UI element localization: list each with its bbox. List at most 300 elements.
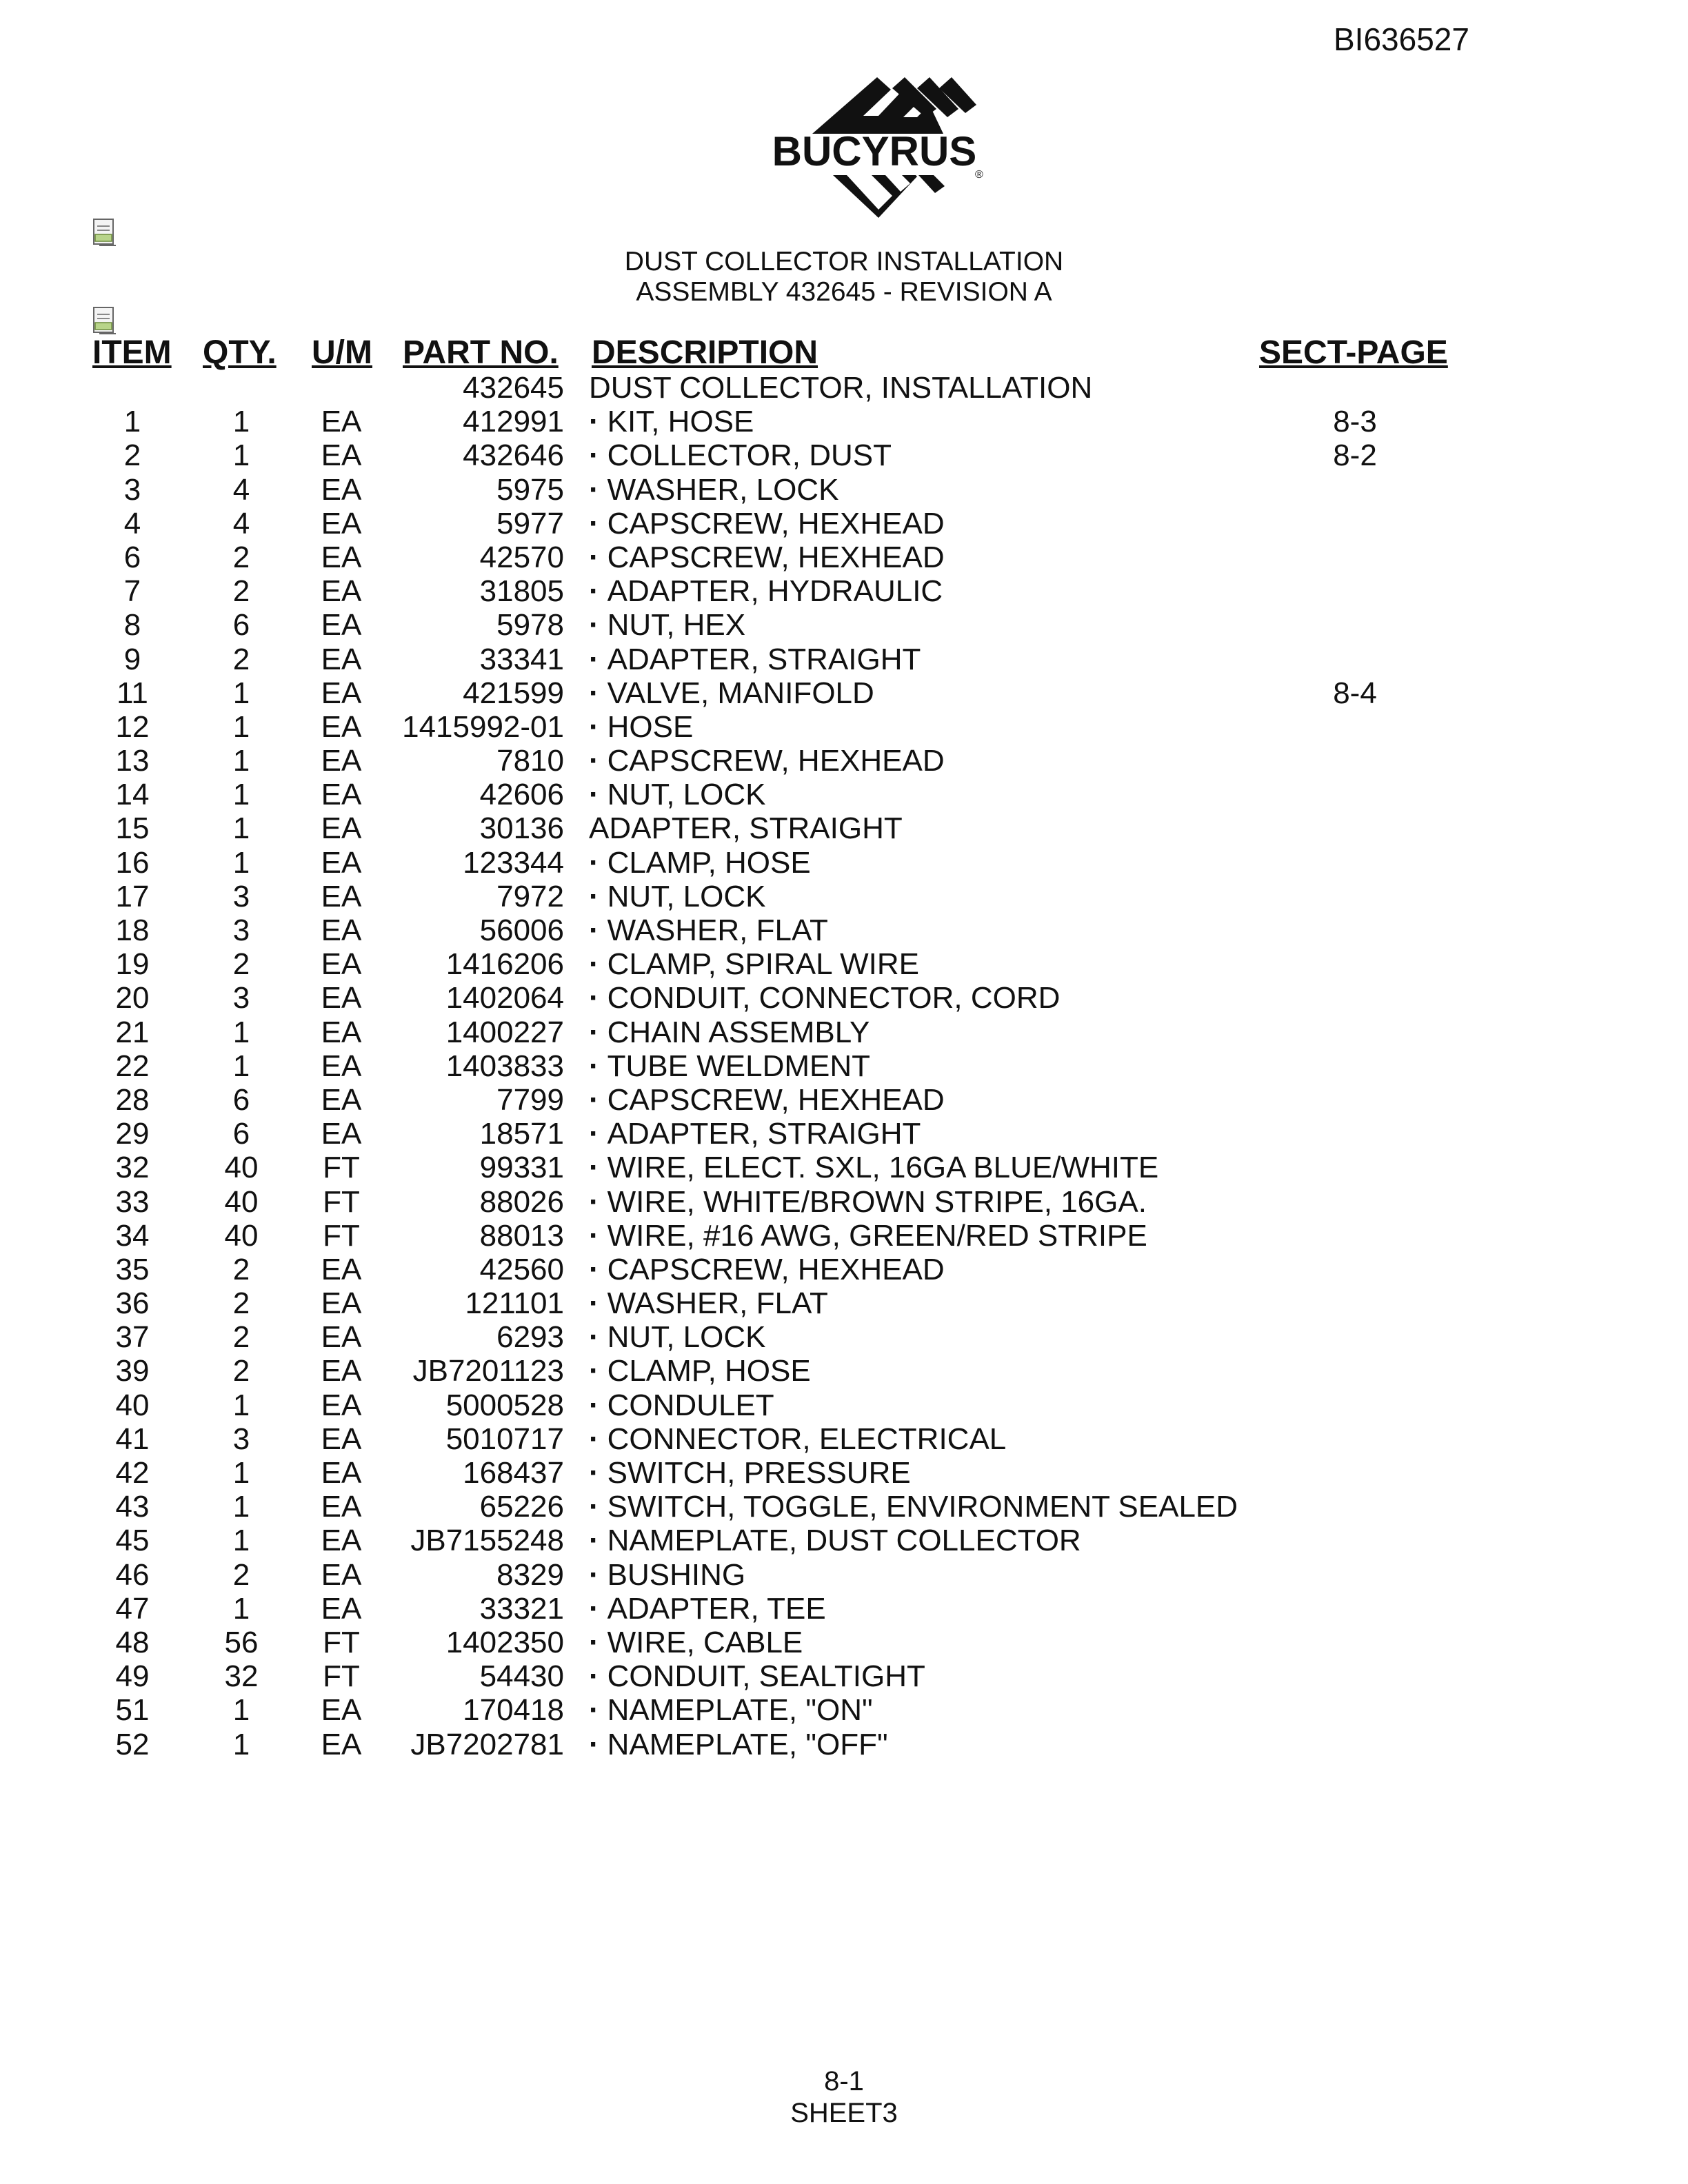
item-cell: 14: [115, 778, 150, 812]
um-cell: EA: [321, 506, 362, 540]
description-cell: [589, 676, 1278, 710]
description-cell: [589, 778, 1278, 811]
qty-cell: 1: [232, 1049, 250, 1083]
page-number: 8-1: [824, 2066, 864, 2096]
description-cell: [589, 1015, 1278, 1049]
table-row: [0, 947, 1688, 981]
item-cell: 9: [123, 642, 141, 676]
table-row: [0, 1592, 1688, 1626]
description-text: CLAMP, HOSE: [607, 1354, 811, 1388]
table-row: [0, 846, 1688, 880]
description-cell: [589, 438, 1278, 472]
qty-cell: 1: [232, 709, 250, 744]
indent-bullet: ·: [589, 744, 599, 778]
um-cell: EA: [321, 676, 362, 710]
um-cell: EA: [321, 1117, 362, 1151]
indent-bullet: ·: [589, 506, 599, 540]
qty-cell: 1: [232, 405, 250, 439]
table-row: [0, 1151, 1688, 1184]
qty-cell: 3: [232, 981, 250, 1015]
title-line-2: ASSEMBLY 432645 - REVISION A: [636, 277, 1052, 307]
qty-cell: 2: [232, 1354, 250, 1388]
description-text: VALVE, MANIFOLD: [607, 676, 874, 710]
table-row: [0, 507, 1688, 540]
qty-cell: 2: [232, 1320, 250, 1355]
description-text: CHAIN ASSEMBLY: [607, 1015, 870, 1049]
parts-list: [0, 371, 1688, 1761]
table-row: [0, 811, 1688, 845]
description-text: CLAMP, SPIRAL WIRE: [607, 947, 920, 982]
description-text: NUT, HEX: [607, 608, 746, 643]
description-cell: [589, 811, 1278, 845]
indent-bullet: ·: [589, 1625, 599, 1659]
indent-bullet: ·: [589, 1693, 599, 1728]
description-text: CAPSCREW, HEXHEAD: [607, 744, 945, 778]
part-number-cell: JB7201123: [412, 1354, 564, 1388]
sect-page-cell: 8-2: [1333, 438, 1377, 473]
indent-bullet: ·: [589, 438, 599, 473]
part-number-cell: 432645: [463, 371, 564, 405]
part-number-cell: 5978: [496, 608, 564, 643]
part-number-cell: 168437: [463, 1456, 564, 1490]
um-cell: EA: [321, 845, 362, 880]
title-line-1: DUST COLLECTOR INSTALLATION: [624, 247, 1064, 276]
sect-page-cell: 8-4: [1333, 676, 1377, 710]
um-cell: EA: [321, 1490, 362, 1524]
table-row: [0, 1049, 1688, 1083]
part-number-cell: 1402350: [445, 1625, 564, 1659]
table-row: [0, 1286, 1688, 1320]
indent-bullet: ·: [589, 1456, 599, 1490]
document-title: [0, 247, 1688, 307]
part-number-cell: 1400227: [445, 1015, 564, 1049]
item-cell: 22: [115, 1049, 150, 1083]
description-text: HOSE: [607, 709, 694, 744]
description-text: WASHER, FLAT: [607, 1286, 828, 1321]
um-cell: EA: [321, 1252, 362, 1286]
qty-cell: 40: [224, 1184, 259, 1219]
indent-bullet: ·: [589, 778, 599, 812]
um-cell: FT: [323, 1151, 360, 1185]
part-number-cell: 170418: [463, 1693, 564, 1728]
part-number-cell: 42560: [479, 1252, 564, 1286]
description-cell: [589, 710, 1278, 744]
qty-cell: 2: [232, 540, 250, 574]
indent-bullet: ·: [589, 1082, 599, 1117]
description-text: NUT, LOCK: [607, 778, 766, 812]
part-number-cell: 1415992-01: [402, 709, 564, 744]
description-cell: [589, 473, 1278, 507]
part-number-cell: 42570: [479, 540, 564, 574]
description-text: CAPSCREW, HEXHEAD: [607, 1082, 945, 1117]
qty-cell: 6: [232, 1082, 250, 1117]
um-cell: FT: [323, 1184, 360, 1219]
item-cell: 40: [115, 1388, 150, 1422]
indent-bullet: ·: [589, 405, 599, 439]
indent-bullet: ·: [589, 1727, 599, 1761]
header-part-no: PART NO.: [403, 334, 559, 371]
um-cell: EA: [321, 709, 362, 744]
part-number-cell: 121101: [465, 1286, 564, 1321]
description-text: SWITCH, TOGGLE, ENVIRONMENT SEALED: [607, 1490, 1238, 1524]
description-cell: [589, 1388, 1278, 1422]
table-row: [0, 405, 1688, 438]
description-cell: [589, 1253, 1278, 1286]
item-cell: 21: [115, 1015, 150, 1049]
description-text: WIRE, #16 AWG, GREEN/RED STRIPE: [607, 1218, 1147, 1253]
part-number-cell: 1403833: [445, 1049, 564, 1083]
um-cell: EA: [321, 1422, 362, 1456]
description-text: WIRE, CABLE: [607, 1625, 803, 1659]
qty-cell: 1: [232, 1490, 250, 1524]
description-text: WASHER, LOCK: [607, 472, 839, 507]
table-row: [0, 744, 1688, 778]
part-number-cell: 8329: [496, 1557, 564, 1592]
item-cell: 47: [115, 1591, 150, 1626]
part-number-cell: 7799: [496, 1082, 564, 1117]
table-row: [0, 1558, 1688, 1592]
description-text: SWITCH, PRESSURE: [607, 1456, 911, 1490]
um-cell: EA: [321, 1727, 362, 1761]
indent-bullet: ·: [589, 879, 599, 913]
part-number-cell: 5975: [496, 472, 564, 507]
item-cell: 41: [115, 1422, 150, 1456]
indent-bullet: ·: [589, 1218, 599, 1253]
um-cell: FT: [323, 1659, 360, 1694]
qty-cell: 1: [232, 1693, 250, 1728]
indent-bullet: ·: [589, 1015, 599, 1049]
document-id: BI636527: [1334, 21, 1469, 57]
um-cell: EA: [321, 913, 362, 947]
part-number-cell: 88026: [479, 1184, 564, 1219]
qty-cell: 3: [232, 1422, 250, 1456]
part-number-cell: 54430: [479, 1659, 564, 1694]
part-number-cell: 1402064: [445, 981, 564, 1015]
description-cell: [589, 1151, 1278, 1184]
indent-bullet: ·: [589, 1354, 599, 1388]
part-number-cell: 31805: [479, 574, 564, 609]
um-cell: EA: [321, 472, 362, 507]
description-text: WIRE, WHITE/BROWN STRIPE, 16GA.: [607, 1184, 1147, 1219]
um-cell: EA: [321, 1286, 362, 1321]
page-icon[interactable]: [91, 218, 119, 248]
qty-cell: 1: [232, 1524, 250, 1558]
um-cell: EA: [321, 1456, 362, 1490]
description-cell: [589, 1185, 1278, 1219]
qty-cell: 6: [232, 1117, 250, 1151]
indent-bullet: ·: [589, 574, 599, 609]
um-cell: EA: [321, 642, 362, 676]
description-cell: [589, 507, 1278, 540]
qty-cell: 3: [232, 913, 250, 947]
um-cell: EA: [321, 1388, 362, 1422]
item-cell: 19: [115, 947, 150, 982]
item-cell: 12: [115, 709, 150, 744]
indent-bullet: ·: [589, 1320, 599, 1355]
description-text: CAPSCREW, HEXHEAD: [607, 540, 945, 574]
part-number-cell: JB7202781: [410, 1727, 564, 1761]
um-cell: EA: [321, 1049, 362, 1083]
part-number-cell: 432646: [463, 438, 564, 473]
item-cell: 6: [123, 540, 141, 574]
item-cell: 33: [115, 1184, 150, 1219]
table-row: [0, 371, 1688, 405]
indent-bullet: ·: [589, 1659, 599, 1694]
um-cell: EA: [321, 1693, 362, 1728]
table-row: [0, 574, 1688, 608]
um-cell: EA: [321, 778, 362, 812]
table-row: [0, 1083, 1688, 1117]
description-cell: [589, 1728, 1278, 1761]
qty-cell: 1: [232, 1591, 250, 1626]
description-cell: [589, 1626, 1278, 1659]
description-text: NUT, LOCK: [607, 879, 766, 913]
item-cell: 45: [115, 1524, 150, 1558]
description-cell: [589, 1558, 1278, 1592]
um-cell: FT: [323, 1625, 360, 1659]
description-cell: [589, 1524, 1278, 1557]
header-sect-page: SECT-PAGE: [1259, 334, 1448, 371]
qty-cell: 1: [232, 1456, 250, 1490]
description-text: CONDUIT, SEALTIGHT: [607, 1659, 925, 1694]
item-cell: 52: [115, 1727, 150, 1761]
qty-cell: 1: [232, 778, 250, 812]
table-row: [0, 1219, 1688, 1253]
item-cell: 28: [115, 1082, 150, 1117]
description-cell: [589, 643, 1278, 676]
table-row: [0, 1185, 1688, 1219]
description-cell: [589, 1117, 1278, 1151]
part-number-cell: 421599: [463, 676, 564, 710]
table-row: [0, 676, 1688, 710]
table-row: [0, 1388, 1688, 1422]
description-text: CAPSCREW, HEXHEAD: [607, 506, 945, 540]
indent-bullet: ·: [589, 1388, 599, 1422]
part-number-cell: 56006: [479, 913, 564, 947]
table-row: [0, 608, 1688, 642]
indent-bullet: ·: [589, 676, 599, 710]
um-cell: EA: [321, 608, 362, 643]
page-footer: [0, 2065, 1688, 2129]
item-cell: 2: [123, 438, 141, 473]
part-number-cell: 5977: [496, 506, 564, 540]
um-cell: EA: [321, 744, 362, 778]
header-item: ITEM: [92, 334, 172, 371]
item-cell: 3: [123, 472, 141, 507]
item-cell: 37: [115, 1320, 150, 1355]
indent-bullet: ·: [589, 1524, 599, 1558]
description-cell: [589, 846, 1278, 880]
description-text: KIT, HOSE: [607, 405, 754, 439]
qty-cell: 6: [232, 608, 250, 643]
item-cell: 29: [115, 1117, 150, 1151]
part-number-cell: 5000528: [445, 1388, 564, 1422]
description-cell: [589, 1422, 1278, 1456]
indent-bullet: ·: [589, 981, 599, 1015]
item-cell: 48: [115, 1625, 150, 1659]
table-row: [0, 643, 1688, 676]
qty-cell: 1: [232, 744, 250, 778]
description-cell: [589, 913, 1278, 947]
description-text: CAPSCREW, HEXHEAD: [607, 1252, 945, 1286]
indent-bullet: ·: [589, 1252, 599, 1286]
um-cell: EA: [321, 1082, 362, 1117]
table-row: [0, 1320, 1688, 1354]
description-text: BUSHING: [607, 1557, 746, 1592]
table-row: [0, 438, 1688, 472]
description-cell: [589, 405, 1278, 438]
qty-cell: 1: [232, 1727, 250, 1761]
part-number-cell: 88013: [479, 1218, 564, 1253]
item-cell: 32: [115, 1151, 150, 1185]
description-cell: [589, 608, 1278, 642]
table-row: [0, 1354, 1688, 1388]
indent-bullet: ·: [589, 1117, 599, 1151]
description-cell: [589, 1083, 1278, 1117]
um-cell: EA: [321, 1354, 362, 1388]
qty-cell: 2: [232, 642, 250, 676]
table-row: [0, 1422, 1688, 1456]
description-text: ADAPTER, TEE: [607, 1591, 826, 1626]
description-text: ADAPTER, STRAIGHT: [607, 642, 921, 676]
header-um: U/M: [312, 334, 372, 371]
indent-bullet: ·: [589, 1422, 599, 1456]
item-cell: 34: [115, 1218, 150, 1253]
um-cell: EA: [321, 879, 362, 913]
part-number-cell: 6293: [496, 1320, 564, 1355]
header-qty: QTY.: [203, 334, 277, 371]
item-cell: 7: [123, 574, 141, 609]
item-cell: 35: [115, 1252, 150, 1286]
description-cell: [589, 371, 1278, 405]
item-cell: 8: [123, 608, 141, 643]
qty-cell: 1: [232, 676, 250, 710]
part-number-cell: 30136: [479, 811, 564, 846]
description-cell: [589, 1049, 1278, 1083]
table-row: [0, 710, 1688, 744]
description-cell: [589, 1320, 1278, 1354]
qty-cell: 1: [232, 1015, 250, 1049]
um-cell: EA: [321, 1557, 362, 1592]
um-cell: EA: [321, 574, 362, 609]
um-cell: EA: [321, 1591, 362, 1626]
um-cell: EA: [321, 981, 362, 1015]
item-cell: 36: [115, 1286, 150, 1321]
description-text: WIRE, ELECT. SXL, 16GA BLUE/WHITE: [607, 1151, 1159, 1185]
qty-cell: 3: [232, 879, 250, 913]
indent-bullet: ·: [589, 1591, 599, 1626]
item-cell: 15: [115, 811, 150, 846]
indent-bullet: ·: [589, 1151, 599, 1185]
part-number-cell: 412991: [463, 405, 564, 439]
item-cell: 49: [115, 1659, 150, 1694]
table-row: [0, 1253, 1688, 1286]
part-number-cell: JB7155248: [410, 1524, 564, 1558]
um-cell: EA: [321, 1015, 362, 1049]
item-cell: 11: [117, 676, 148, 710]
description-text: NAMEPLATE, "ON": [607, 1693, 873, 1728]
qty-cell: 56: [224, 1625, 259, 1659]
part-number-cell: 7810: [496, 744, 564, 778]
description-text: TUBE WELDMENT: [607, 1049, 871, 1083]
part-number-cell: 42606: [479, 778, 564, 812]
indent-bullet: ·: [589, 1286, 599, 1321]
qty-cell: 2: [232, 1286, 250, 1321]
description-cell: [589, 1693, 1278, 1727]
part-number-cell: 5010717: [445, 1422, 564, 1456]
description-cell: [589, 574, 1278, 608]
um-cell: EA: [321, 540, 362, 574]
item-cell: 18: [115, 913, 150, 947]
description-cell: [589, 1219, 1278, 1253]
description-cell: [589, 1286, 1278, 1320]
indent-bullet: ·: [589, 642, 599, 676]
description-text: NUT, LOCK: [607, 1320, 766, 1355]
qty-cell: 40: [224, 1151, 259, 1185]
qty-cell: 1: [232, 438, 250, 473]
part-number-cell: 65226: [479, 1490, 564, 1524]
part-number-cell: 1416206: [445, 947, 564, 982]
sheet-label: SHEET3: [790, 2098, 898, 2128]
description-text: WASHER, FLAT: [607, 913, 828, 947]
description-text: NAMEPLATE, "OFF": [607, 1727, 888, 1761]
item-cell: 20: [115, 981, 150, 1015]
description-text: CLAMP, HOSE: [607, 845, 811, 880]
qty-cell: 1: [232, 1388, 250, 1422]
qty-cell: 32: [224, 1659, 259, 1694]
qty-cell: 2: [232, 1252, 250, 1286]
part-number-cell: 7972: [496, 879, 564, 913]
indent-bullet: ·: [589, 913, 599, 947]
item-cell: 1: [123, 405, 141, 439]
indent-bullet: ·: [589, 1557, 599, 1592]
description-text: COLLECTOR, DUST: [607, 438, 892, 473]
um-cell: EA: [321, 438, 362, 473]
page-icon[interactable]: [91, 306, 119, 336]
table-row: [0, 1456, 1688, 1490]
item-cell: 4: [123, 506, 141, 540]
table-row: [0, 473, 1688, 507]
table-row: [0, 1693, 1688, 1727]
qty-cell: 40: [224, 1218, 259, 1253]
description-text: DUST COLLECTOR, INSTALLATION: [589, 371, 1093, 405]
description-text: NAMEPLATE, DUST COLLECTOR: [607, 1524, 1081, 1558]
qty-cell: 1: [232, 845, 250, 880]
qty-cell: 4: [232, 472, 250, 507]
item-cell: 17: [115, 879, 150, 913]
qty-cell: 2: [232, 1557, 250, 1592]
description-text: ADAPTER, STRAIGHT: [607, 1117, 921, 1151]
table-row: [0, 1524, 1688, 1557]
um-cell: EA: [321, 1524, 362, 1558]
description-cell: [589, 1592, 1278, 1626]
table-row: [0, 913, 1688, 947]
indent-bullet: ·: [589, 1184, 599, 1219]
qty-cell: 1: [232, 811, 250, 846]
table-row: [0, 540, 1688, 574]
indent-bullet: ·: [589, 947, 599, 982]
description-text: CONDULET: [607, 1388, 774, 1422]
description-cell: [589, 880, 1278, 913]
part-number-cell: 99331: [479, 1151, 564, 1185]
part-number-cell: 33341: [479, 642, 564, 676]
table-row: [0, 1490, 1688, 1524]
description-text: ADAPTER, STRAIGHT: [589, 811, 903, 846]
description-text: CONNECTOR, ELECTRICAL: [607, 1422, 1007, 1456]
description-cell: [589, 947, 1278, 981]
indent-bullet: ·: [589, 1490, 599, 1524]
um-cell: EA: [321, 1320, 362, 1355]
